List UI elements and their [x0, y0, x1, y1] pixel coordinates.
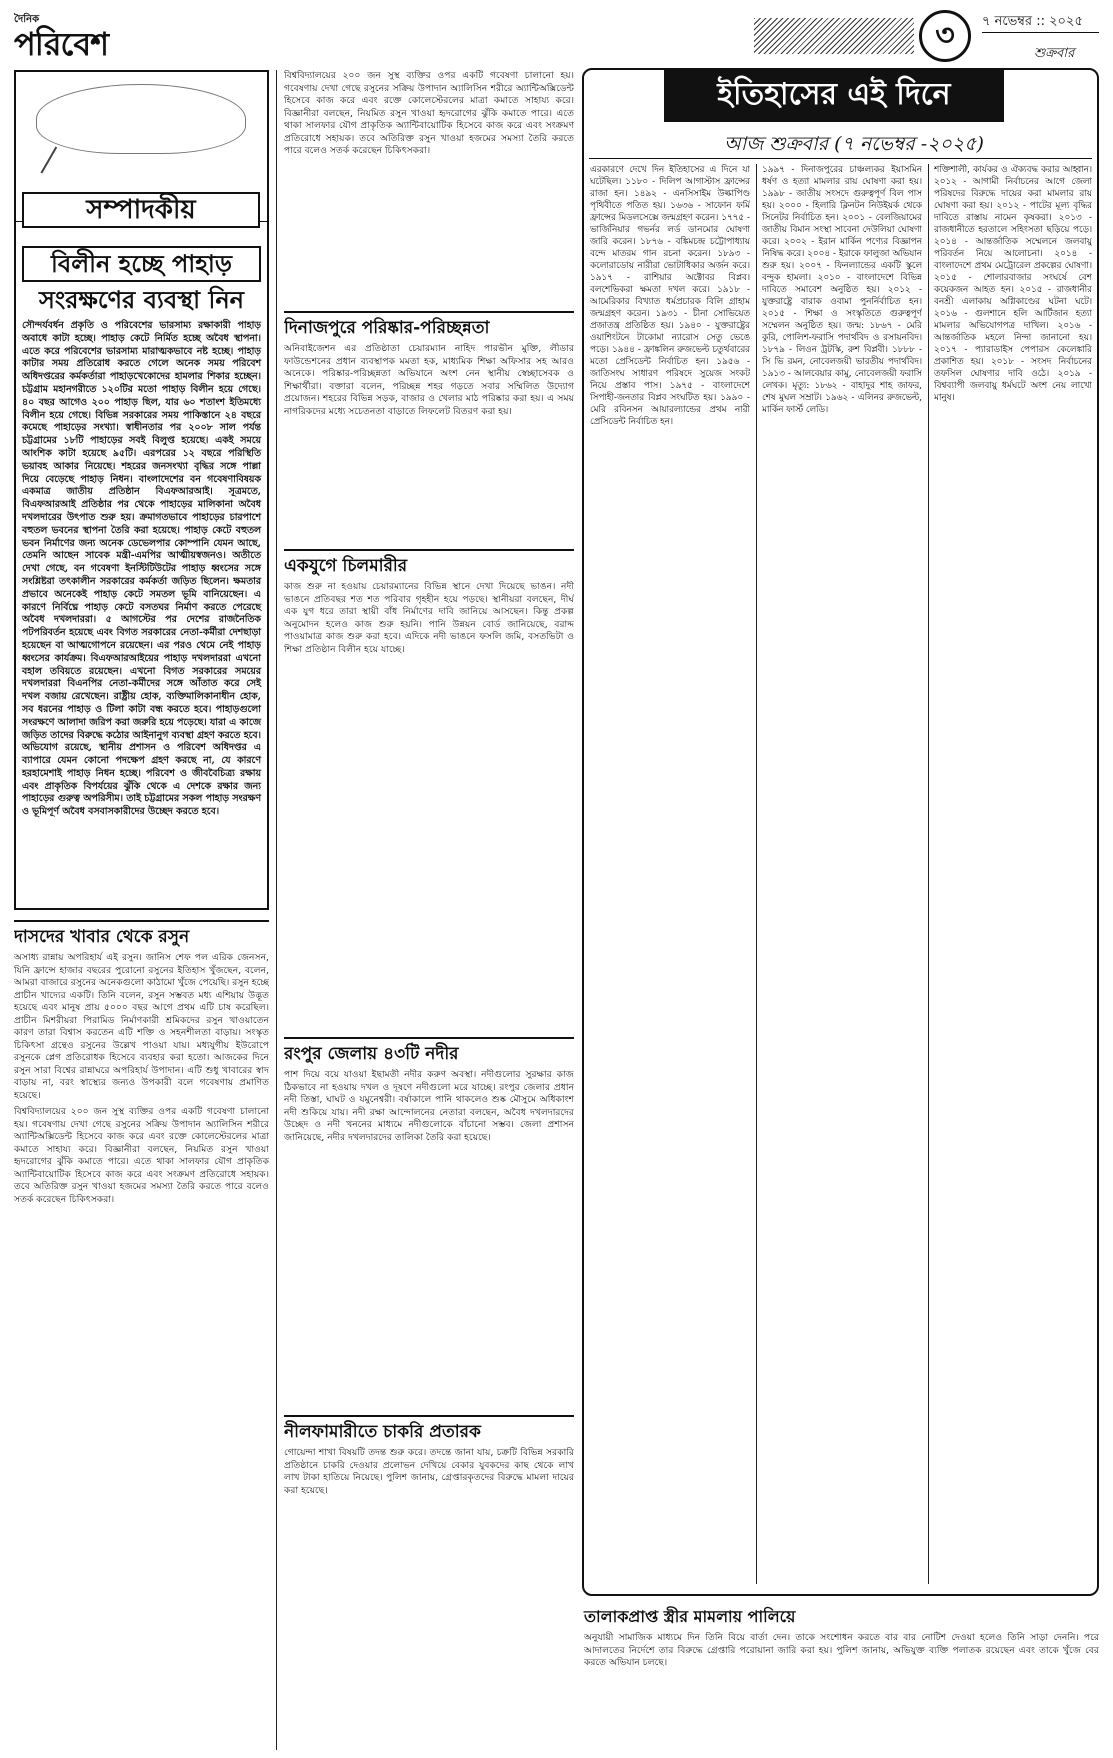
history-column-divider	[756, 164, 757, 1584]
header-weekday: শুক্রবার	[1034, 46, 1075, 61]
quill-icon	[41, 147, 82, 188]
section-divider	[284, 549, 574, 551]
middle-column	[284, 70, 574, 1750]
rangpur-headline: রংপুর জেলায় ৪৩টি নদীর	[284, 1044, 459, 1064]
history-column-1: এরকারণে দেখে দিন ইতিহাসের এ দিনে যা ঘটেছিল। ১১৮০ - দিলিপ আগাস্টাস ফ্রান্সের রাজা হন। ১৪৯২ - এনসিসাইম উল্কাপিণ্ড পৃথিবীতে পতিত হয়। ১৬৩৬ - সাফোন ফর্মি ফ্রান্সের মিডলসেক্সে জন্মগ্রহণ করেন। ১৭৭৫ - ভার্জিনিয়ার গভর্নর লর্ড ডানমোর ঘোষণা জারি করেন। ১৮৭৬ - বঙ্কিমচন্দ্র চট্টোপাধ্যায় বন্দে মাতরম গান রচনা করেন। ১৮৯৩ - কলোরাডোয় নারীরা ভোটাধিকার অর্জন করে। ১৯১৭ - রাশিয়ার অক্টোবর বিপ্লব। বলশেভিকরা ক্ষমতা দখল করে। ১৯১৮ - আমেরিকার বিখ্যাত ধর্মপ্রচারক বিলি গ্রাহাম জন্মগ্রহণ করেন। ১৯৩১ - চীনা সোভিয়েত প্রজাতন্ত্র প্রতিষ্ঠিত হয়। ১৯৪০ - যুক্তরাষ্ট্রের ওয়াশিংটনে টাকোমা ন্যারোস সেতু ভেঙে পড়ে। ১৯৪৪ - ফ্রাঙ্কলিন রুজভেল্ট চতুর্থবারের মতো প্রেসিডেন্ট নির্বাচিত হন। ১৯৫৬ - জাতিসংঘ সাধারণ পরিষদে সুয়েজ সংকট নিয়ে প্রস্তাব পাস। ১৯৭৫ - বাংলাদেশে সিপাহী-জনতার বিপ্লব সংঘটিত হয়। ১৯৯০ - মেরি রবিনসন আয়ারল্যান্ডের প্রথম নারী প্রেসিডেন্ট নির্বাচিত হন।	[590, 165, 750, 427]
newspaper-page	[14, 8, 1099, 1750]
history-subtitle: আজ শুক্রবার (৭ নভেম্বর -২০২৫)	[724, 133, 984, 155]
talaq-headline: তালাকপ্রাপ্ত স্ত্রীর মামলায় পালিয়ে	[584, 1607, 796, 1626]
dinajpur-headline: দিনাজপুরে পরিষ্কার-পরিচ্ছন্নতা	[284, 318, 490, 338]
dinajpur-body: অনিবাইজেশন এর প্রতিষ্ঠাতা চেয়ারম্যান নাহিদ পারভীন মুক্তি, লীডার ফাউন্ডেশনের প্রধান ব্যবস্থাপক মমতা হক, মাধ্যমিক শিক্ষা অফিসার সহ আরও অনেকে। পরিষ্কার-পরিচ্ছন্নতা অভিযানে অংশ নেন স্থানীয় স্বেচ্ছাসেবক ও শিক্ষার্থীরা। বক্তারা বলেন, পরিচ্ছন্ন শহর গড়তে সবার সম্মিলিত উদ্যোগ প্রয়োজন। শহরের বিভিন্ন সড়ক, বাজার ও খেলার মাঠ পরিষ্কার করা হয়। এ সময় নাগরিকদের মধ্যে সচেতনতা বাড়াতে লিফলেট বিতরণ করা হয়।	[284, 343, 574, 417]
page-number: ৩	[919, 10, 971, 62]
chilmari-body: কাজ শুরু না হওয়ায় চেয়ারম্যানের বিভিন্ন স্থানে দেখা দিয়েছে ভাঙন। নদী ভাঙনে প্রতিবছর শত শত পরিবার গৃহহীন হয়ে পড়ছে। স্থানীয়রা বলছেন, দীর্ঘ এক যুগ ধরে তারা স্থায়ী বাঁধ নির্মাণের দাবি জানিয়ে আসছেন। কিন্তু প্রকল্প অনুমোদন হলেও কাজ শুরু হয়নি। পানি উন্নয়ন বোর্ড জানিয়েছে, বরাদ্দ পাওয়ামাত্র কাজ শুরু করা হবে। এদিকে নদী ভাঙনে ফসলি জমি, বসতভিটা ও শিক্ষা প্রতিষ্ঠান বিলীন হয়ে যাচ্ছে।	[284, 581, 574, 655]
section-divider	[284, 1037, 574, 1039]
talaq-article	[584, 1606, 1099, 1670]
article-headline: দাসদের খাবার থেকে রসুন	[14, 927, 190, 947]
section-divider	[14, 920, 269, 922]
talaq-body: অনুযায়ী সামাজিক মাধ্যমে দিন তিনি বিয়ে বার্তা দেন। তাকে সংশোধন করতে বার বার নোটিশ দেওয়া হলেও তিনি সাড়া দেননি। পরে আদালতের নির্দেশে তার বিরুদ্ধে গ্রেপ্তারি পরোয়ানা জারি করা হয়। পুলিশ জানায়, অভিযুক্ত ব্যক্তি পলাতক রয়েছেন এবং তাকে খুঁজে বের করতে অভিযান চলছে।	[584, 1632, 1099, 1668]
section-divider	[284, 311, 574, 313]
masthead	[14, 12, 109, 63]
masthead-prefix: দৈনিক	[14, 14, 40, 25]
leaf-icon	[36, 84, 246, 154]
header-hatch-decoration	[754, 18, 914, 54]
editorial-headline-1: বিলীন হচ্ছে পাহাড়	[22, 246, 261, 282]
history-banner: ইতিহাসের এই দিনে	[664, 70, 1004, 122]
science-article-body: বিশ্ববিদ্যালয়ের ২০০ জন সুস্থ ব্যক্তির ওপর একটি গবেষণা চালানো হয়। গবেষণায় দেখা গেছে রসুনের সক্রিয় উপাদান অ্যালিসিন শরীরে অ্যান্টিঅক্সিডেন্ট হিসেবে কাজ করে এবং রক্তে কোলেস্টেরলের মাত্রা কমাতে সাহায্য করে। বিজ্ঞানীরা বলছেন, নিয়মিত রসুন খাওয়া হৃদরোগের ঝুঁকি কমাতে পারে। এতে থাকা সালফার যৌগ প্রাকৃতিক অ্যান্টিবায়োটিক হিসেবে কাজ করে এবং সংক্রমণ প্রতিরোধে সহায়ক। তবে অতিরিক্ত রসুন খাওয়া হজমের সমস্যা তৈরি করতে পারে বলেও সতর্ক করেছেন চিকিৎসকরা।	[284, 70, 574, 156]
article-rosun	[14, 920, 269, 1750]
history-column-divider	[928, 164, 929, 1584]
history-column-3: শক্তিশালী, কার্যকর ও ঐক্যবদ্ধ করার আহ্বান। ২০১২ - আগামী নির্বাচনের আগে জেলা পরিষদের বিরুদ্ধে দায়ের করা মামলার রায় ঘোষণা করা হয়। ২০১২ - পাটের মূল্য বৃদ্ধির দাবিতে রাস্তায় নামেন কৃষকরা। ২০১৩ - রাজধানীতে হরতালে সহিংসতা ছড়িয়ে পড়ে। ২০১৪ - আন্তর্জাতিক সম্মেলনে জলবায়ু পরিবর্তন নিয়ে আলোচনা। ২০১৪ - বাংলাদেশে প্রথম মেট্রোরেল প্রকল্পের ঘোষণা। ২০১৫ - শোলারবাজার সংঘর্ষে বেশ কয়েকজন আহত হন। ২০১৫ - রাজধানীর বনশ্রী এলাকায় অগ্নিকাণ্ডের ঘটনা ঘটে। ২০১৬ - গুলশানে হলি আর্টিজান হত্যা মামলার অভিযোগপত্র দাখিল। ২০১৬ - আন্তর্জাতিক মহলে নিন্দা জানানো হয়। ২০১৭ - প্যারাডাইস পেপারস কেলেঙ্কারি প্রকাশিত হয়। ২০১৮ - সংসদ নির্বাচনের তফসিল ঘোষণার দাবি ওঠে। ২০১৯ - বিশ্বব্যাপী জলবায়ু ধর্মঘটে অংশ নেয় লাখো মানুষ।	[934, 165, 1092, 403]
page-header	[14, 8, 1099, 68]
editorial-illustration	[16, 72, 267, 225]
column-divider	[276, 70, 277, 1750]
article-body-continued: বিশ্ববিদ্যালয়ের ২০০ জন সুস্থ ব্যক্তির ওপর একটি গবেষণা চালানো হয়। গবেষণায় দেখা গেছে রসুনের সক্রিয় উপাদান অ্যালিসিন শরীরে অ্যান্টিঅক্সিডেন্ট হিসেবে কাজ করে এবং রক্তে কোলেস্টেরলের মাত্রা কমাতে সাহায্য করে। বিজ্ঞানীরা বলছেন, নিয়মিত রসুন খাওয়া হৃদরোগের ঝুঁকি কমাতে পারে। এতে থাকা সালফার যৌগ প্রাকৃতিক অ্যান্টিবায়োটিক হিসেবে কাজ করে এবং সংক্রমণ প্রতিরোধে সহায়ক। তবে অতিরিক্ত রসুন খাওয়া হজমের সমস্যা তৈরি করতে পারে বলেও সতর্ক করেছেন চিকিৎসকরা।	[14, 1106, 269, 1205]
editorial-headline-2: সংরক্ষণের ব্যবস্থা নিন	[39, 286, 244, 314]
masthead-name: পরিবেশ	[14, 25, 109, 63]
history-column-2: ১৯৯৭ - দিনাজপুরের চাঞ্চল্যকর ইয়াসমিন ধর্ষণ ও হত্যা মামলার রায় ঘোষণা করা হয়। ১৯৯৮ - জাতীয় সংসদে গুরুত্বপূর্ণ বিল পাস হয়। ২০০০ - হিলারি ক্লিনটন নিউইয়র্ক থেকে সিনেটর নির্বাচিত হন। ২০০১ - বেলজিয়ামের জাতীয় বিমান সংস্থা সাবেনা দেউলিয়া ঘোষণা করে। ২০০২ - ইরান মার্কিন পণ্যের বিজ্ঞাপন নিষিদ্ধ করে। ২০০৪ - ইরাকে ফালুজা অভিযান শুরু হয়। ২০০৭ - ফিনল্যান্ডের একটি স্কুলে বন্দুক হামলা। ২০১০ - বাংলাদেশে বিভিন্ন দাবিতে সমাবেশ অনুষ্ঠিত হয়। ২০১২ - যুক্তরাষ্ট্রে বারাক ওবামা পুনর্নির্বাচিত হন। ২০১৫ - শিক্ষা ও সংস্কৃতিতে গুরুত্বপূর্ণ সম্মেলন অনুষ্ঠিত হয়। জন্ম: ১৮৬৭ - মেরি কুরি, পোলিশ-ফরাসি পদার্থবিদ ও রসায়নবিদ। ১৮৭৯ - লিওন ট্রটস্কি, রুশ বিপ্লবী। ১৮৮৮ - সি ভি রমন, নোবেলজয়ী ভারতীয় পদার্থবিদ। ১৯১৩ - আলবেয়ার কামু, নোবেলজয়ী ফরাসি লেখক। মৃত্যু: ১৮৬২ - বাহাদুর শাহ জাফর, শেষ মুঘল সম্রাট। ১৯৬২ - এলিনর রুজভেল্ট, মার্কিন ফার্স্ট লেডি।	[762, 165, 922, 415]
editorial-label: সম্পাদকীয়	[22, 192, 260, 228]
header-date: ৭ নভেম্বর :: ২০২৫	[982, 14, 1083, 29]
header-divider	[982, 32, 1099, 33]
article-body: অসাধ্য রান্নায় অপরিহার্য এই রসুন। জানিস শেফ পল এরিক জেনসন, যিনি ফ্রান্সে হাজার বছরের পুরোনো রসুনের ইতিহাস খুঁজছেন, বলেন, আমরা বাজারে রসুনের অনেকগুলো কাঠামো খুঁজে পেয়েছি। রসুন হচ্ছে প্রাচীন খাদ্যের একটি। তিনি বলেন, রসুন সম্ভবত মধ্য এশিয়ায় উদ্ভূত হয়েছে এবং মানুষ প্রায় ৫০০০ বছর আগে প্রথম এটি চাষ করেছিল। প্রাচীন মিশরীয়রা পিরামিড নির্মাণকারী শ্রমিকদের রসুন খাওয়াতেন কারণ তারা বিশ্বাস করতেন এটি শক্তি ও সহনশীলতা বাড়ায়। সংস্কৃত চিকিৎসা গ্রন্থেও রসুনের উল্লেখ পাওয়া যায়। মধ্যযুগীয় ইউরোপে রসুনকে প্লেগ প্রতিরোধক হিসেবে ব্যবহার করা হতো। আজকের দিনে রসুন সারা বিশ্বের রান্নাঘরে অপরিহার্য উপাদান। এটি শুধু খাবারের স্বাদ বাড়ায় না, বরং স্বাস্থ্যের জন্যও উপকারী বলে গবেষণায় প্রমাণিত হয়েছে।	[14, 952, 269, 1101]
editorial-box	[14, 70, 269, 910]
history-divider	[589, 158, 1092, 159]
section-divider	[284, 1415, 574, 1417]
nilphamari-headline: নীলফামারীতে চাকরি প্রতারক	[284, 1422, 481, 1442]
editorial-body: সৌন্দর্যবর্ধন প্রকৃতি ও পরিবেশের ভারসাম্য রক্ষাকারী পাহাড় অবাধে কাটা হচ্ছে। পাহাড় কেটে নির্মিত হচ্ছে অবৈধ স্থাপনা। এতে করে পরিবেশের ভারসাম্য মারাত্মকভাবে নষ্ট হচ্ছে। পাহাড় কাটার সময় প্রতিরোধ করতে গেলে অনেক সময় পরিবেশ অধিদপ্তরের কর্মকর্তারা পাহাড়খেকোদের হামলার শিকার হচ্ছেন। চট্টগ্রাম মহানগরীতে ১২০টির মতো পাহাড় বিলীন হয়ে গেছে। ৪০ বছর আগেও ২০০ পাহাড় ছিল, যার ৬০ শতাংশ ইতিমধ্যে বিলীন হয়ে গেছে। বিভিন্ন সরকারের সময় পাকিস্তানে ২৪ বছরে কমেছে পাহাড়ের সংখ্যা। স্বাধীনতার পর ২০০৮ সাল পর্যন্ত চট্টগ্রামের ১৮টি পাহাড়ের সবই বিলুপ্ত হয়েছে। একই সময়ে আংশিক কাটা হয়েছে ৯৫টি। এরপরের ১২ বছরে পরিস্থিতি ভয়াবহ আকার নিয়েছে। শহরের জনসংখ্যা বৃদ্ধির সঙ্গে পাল্লা দিয়ে বেড়েছে পাহাড় নিধন। বাংলাদেশের বন গবেষণাবিষয়ক একমাত্র জাতীয় প্রতিষ্ঠান বিএফআরআই। সূত্রমতে, বিএফআরআই প্রতিষ্ঠার পর থেকে পাহাড়ের মালিকানা অবৈধ দখলদারের উৎপাত শুরু হয়। ক্রমাগতভাবে পাহাড়ের চারপাশে বহুতল ভবনের স্থাপনা তৈরি করা হয়েছে। পাহাড় কেটে বহুতল ভবন নির্মাণের জন্য অনেক ডেভেলপার কোম্পানি যেমন আছে, তেমনি আছেন সাবেক মন্ত্রী-এমপির আত্মীয়স্বজনও। অতীতে দেখা গেছে, বন গবেষণা ইনস্টিটিউটের পাহাড় ধ্বংসের সঙ্গে সংশ্লিষ্টরা তৎকালীন সরকারের কর্মকর্তা জড়িত ছিলেন। ক্ষমতার প্রভাবে অনেকেই পাহাড় কেটে সমতল ভূমি বানিয়েছেন। এ কারণে নির্বিঘ্নে পাহাড় কেটে বসতঘর নির্মাণ করতে পেরেছে অবৈধ দখলদাররা। ৫ আগস্টের পর দেশের রাজনৈতিক পটপরিবর্তন হয়েছে এবং বিগত সরকারের নেতা-কর্মীরা দেশছাড়া হয়েছেন বা আত্মগোপনে রয়েছেন। এর পরও থেমে নেই পাহাড় ধ্বংসের কার্যক্রম। বিএফআরআইয়ের পাহাড় দখলদাররা এখনো বহাল তবিয়তে রয়েছেন। এখনো বিগত সরকারের সময়ের দখলদাররা বিএনপির নেতা-কর্মীদের সঙ্গে আঁতাত করে সেই দখল বজায় রেখেছেন। রাষ্ট্রীয় হোক, ব্যক্তিমালিকানাধীন হোক, সব ধরনের পাহাড় ও টিলা কাটা বন্ধ করতে হবে। পাহাড়গুলো সংরক্ষণে আলাদা জরিপ করা জরুরি হয়ে পড়েছে। যারা এ কাজে জড়িত তাদের বিরুদ্ধে কঠোর আইনানুগ ব্যবস্থা গ্রহণ করতে হবে। অভিযোগ রয়েছে, স্থানীয় প্রশাসন ও পরিবেশ অধিদপ্তর এ ব্যাপারে যেমন কোনো পদক্ষেপ গ্রহণ করছে না, যে কারণে হরহামেশাই পাহাড় নিধন হচ্ছে। পরিবেশ ও জীববৈচিত্র্য রক্ষায় এবং প্রাকৃতিক বিপর্যয়ের ঝুঁকি থেকে এ দেশকে রক্ষার জন্য পাহাড়ের গুরুত্ব অপরিসীম। তাই চট্টগ্রামের সকল পাহাড় সংরক্ষণ ও ভূমিপূর্ণ অবৈধ বসবাসকারীদের উচ্ছেদ করতে হবে।	[22, 320, 261, 818]
chilmari-headline: একযুগে চিলমারীর	[284, 556, 408, 576]
rangpur-body: পাশ দিয়ে বয়ে যাওয়া ইছামতী নদীর করুণ অবস্থা। নদীগুলোর সুরক্ষার কাজ ঠিকভাবে না হওয়ায় দখল ও দূষণে নদীগুলো মরে যাচ্ছে। রংপুর জেলার প্রধান নদী তিস্তা, ঘাঘট ও যমুনেশ্বরী। বর্ষাকালে পানি থাকলেও শুষ্ক মৌসুমে অধিকাংশ নদী শুকিয়ে যায়। নদী রক্ষা আন্দোলনের নেতারা বলছেন, অবৈধ দখলদারদের উচ্ছেদ ও নদী খননের মাধ্যমে নদীগুলোকে বাঁচানো সম্ভব। জেলা প্রশাসন জানিয়েছে, নদীর দখলদারদের তালিকা তৈরি করা হয়েছে।	[284, 1069, 574, 1143]
nilphamari-body: গোয়েন্দা শাখা বিষয়টি তদন্ত শুরু করে। তদন্তে জানা যায়, চক্রটি বিভিন্ন সরকারি প্রতিষ্ঠানে চাকরি দেওয়ার প্রলোভন দেখিয়ে বেকার যুবকদের কাছ থেকে লাখ লাখ টাকা হাতিয়ে নিয়েছে। পুলিশ জানায়, গ্রেপ্তারকৃতদের বিরুদ্ধে মামলা দায়ের করা হয়েছে।	[284, 1447, 574, 1496]
